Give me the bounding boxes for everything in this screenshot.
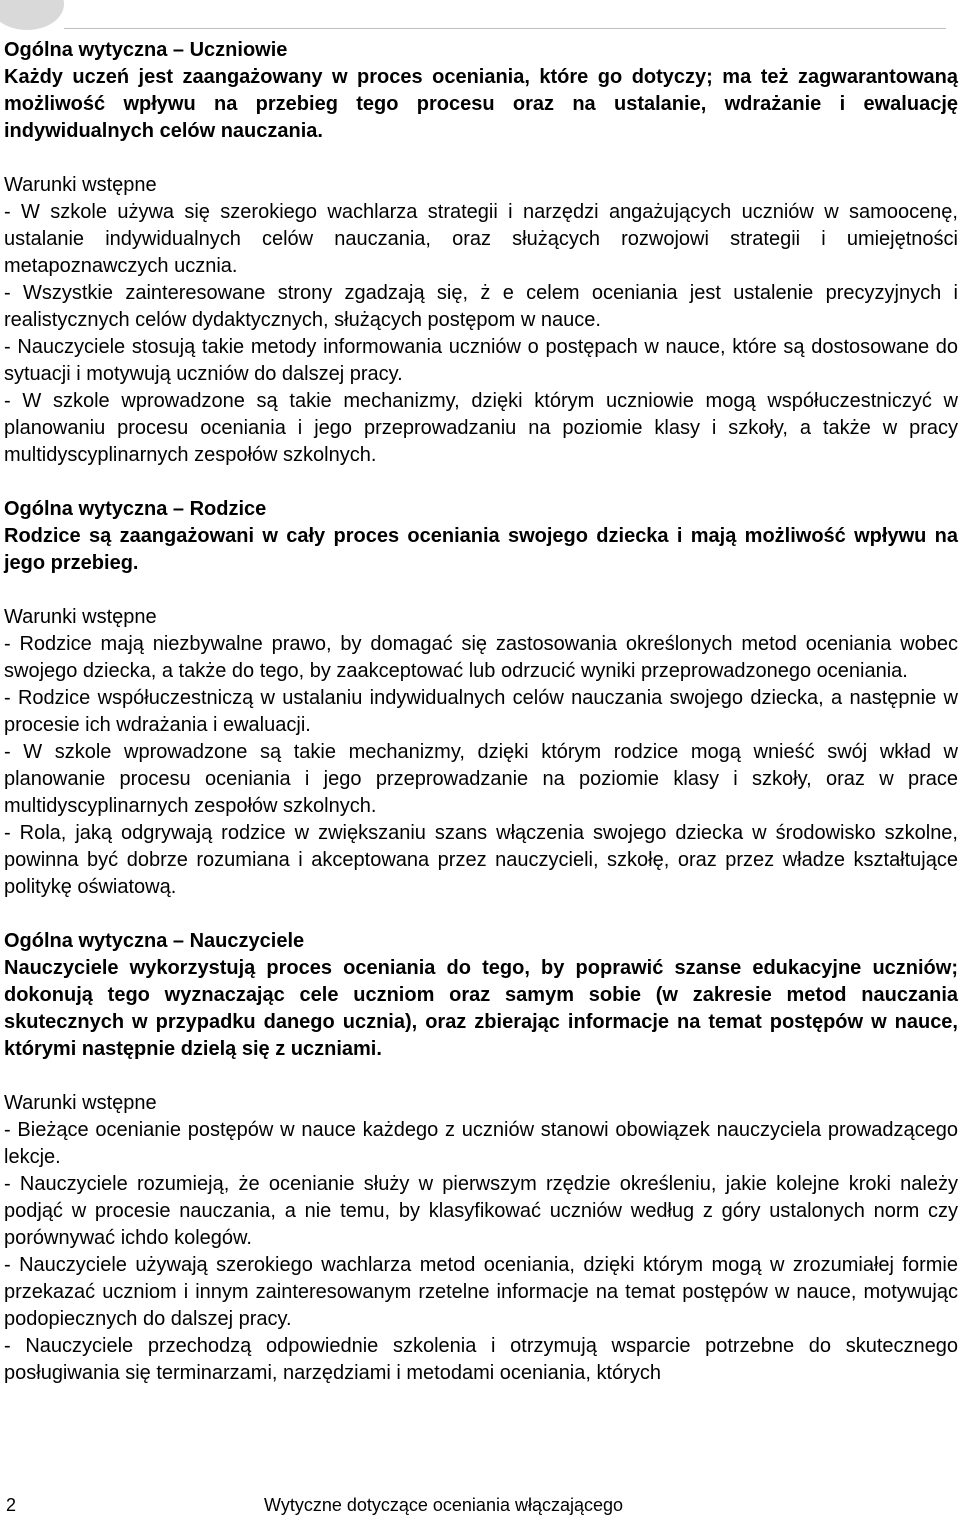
- header-rule: [64, 28, 946, 29]
- section-principle: Rodzice są zaangażowani w cały proces oceniania swojego dziecka i mają możliwość wpływu na jego przebieg.: [4, 525, 958, 574]
- condition-item: - Rodzice mają niezbywalne prawo, by domagać się zastosowania określonych metod oceniania wobec swojego dziecka, a także do tego, by zaakceptować lub odrzucić wyniki przeprowadzonego oceniania.: [4, 633, 958, 682]
- corner-logo-mark: [0, 0, 64, 30]
- condition-item: - Wszystkie zainteresowane strony zgadzają się, ż e celem oceniania jest ustalenie precyzyjnych i realistycznych celów dydaktycznych, służących postępom w nauce.: [4, 282, 958, 331]
- footer-page-number: 2: [6, 1495, 17, 1515]
- condition-item: - Nauczyciele stosują takie metody informowania uczniów o postępach w nauce, które są dostosowane do sytuacji i motywują uczniów do dalszej pracy.: [4, 336, 958, 385]
- section-heading: Ogólna wytyczna – Uczniowie: [4, 39, 288, 61]
- condition-item: - Nauczyciele używają szerokiego wachlarza metod oceniania, dzięki którym mogą w zrozumiałej formie przekazać uczniom i innym zainteresowanym rzetelne informacje na temat postępów w nauce, motywując podopiecznych do dalszej pracy.: [4, 1254, 958, 1330]
- condition-item: - Nauczyciele rozumieją, że ocenianie służy w pierwszym rzędzie określeniu, jakie kolejne kroki należy podjąć w procesie nauczania, a nie temu, by klasyfikować uczniów według z góry ustalonych norm czy porównywać ichdo kolegów.: [4, 1173, 958, 1249]
- section-heading: Ogólna wytyczna – Rodzice: [4, 498, 267, 520]
- section-heading: Ogólna wytyczna – Nauczyciele: [4, 930, 305, 952]
- conditions-label: Warunki wstępne: [4, 606, 157, 628]
- condition-item: - W szkole wprowadzone są takie mechanizmy, dzięki którym uczniowie mogą współuczestniczyć w planowaniu procesu oceniania i jego przeprowadzaniu na poziomie klasy i szkoły, a także w pracy multidyscyplinarnych zespołów szkolnych.: [4, 390, 958, 466]
- page-content: [4, 37, 958, 1387]
- condition-item: - Bieżące ocenianie postępów w nauce każdego z uczniów stanowi obowiązek nauczyciela prowadzącego lekcje.: [4, 1119, 958, 1168]
- section-rodzice: [4, 496, 958, 901]
- footer-title: Wytyczne dotyczące oceniania włączającego: [264, 1495, 624, 1515]
- conditions-label: Warunki wstępne: [4, 174, 157, 196]
- condition-item: - Nauczyciele przechodzą odpowiednie szkolenia i otrzymują wsparcie potrzebne do skutecznego posługiwania się terminarzami, narzędziami i metodami oceniania, których: [4, 1335, 958, 1384]
- condition-item: - W szkole wprowadzone są takie mechanizmy, dzięki którym rodzice mogą wnieść swój wkład w planowanie procesu oceniania i jego przeprowadzanie na poziomie klasy i szkoły, oraz w prace multidyscyplinarnych zespołów szkolnych.: [4, 741, 958, 817]
- condition-item: - W szkole używa się szerokiego wachlarza strategii i narzędzi angażujących uczniów w samoocenę, ustalanie indywidualnych celów nauczania, oraz służących rozwojowi strategii i umiejętności metapoznawczych ucznia.: [4, 201, 958, 277]
- section-principle: Każdy uczeń jest zaangażowany w proces oceniania, które go dotyczy; ma też zagwarantowaną możliwość wpływu na przebieg tego procesu oraz na ustalanie, wdrażanie i ewaluację indywidualnych celów nauczania.: [4, 66, 958, 142]
- section-nauczyciele: [4, 928, 958, 1387]
- condition-item: - Rola, jaką odgrywają rodzice w zwiększaniu szans włączenia swojego dziecka w środowisko szkolne, powinna być dobrze rozumiana i akceptowana przez nauczycieli, szkołę, oraz przez władze kształtujące politykę oświatową.: [4, 822, 958, 898]
- conditions-label: Warunki wstępne: [4, 1092, 157, 1114]
- section-principle: Nauczyciele wykorzystują proces oceniania do tego, by poprawić szanse edukacyjne uczniów; dokonują tego wyznaczając cele uczniom oraz samym sobie (w zakresie metod nauczania skutecznych w przypadku danego ucznia), oraz zbierając informacje na temat postępów w nauce, którymi następnie dzielą się z uczniami.: [4, 957, 958, 1060]
- page-footer: [0, 1494, 960, 1516]
- condition-item: - Rodzice współuczestniczą w ustalaniu indywidualnych celów nauczania swojego dziecka, a następnie w procesie ich wdrażania i ewaluacji.: [4, 687, 958, 736]
- section-uczniowie: [4, 37, 958, 469]
